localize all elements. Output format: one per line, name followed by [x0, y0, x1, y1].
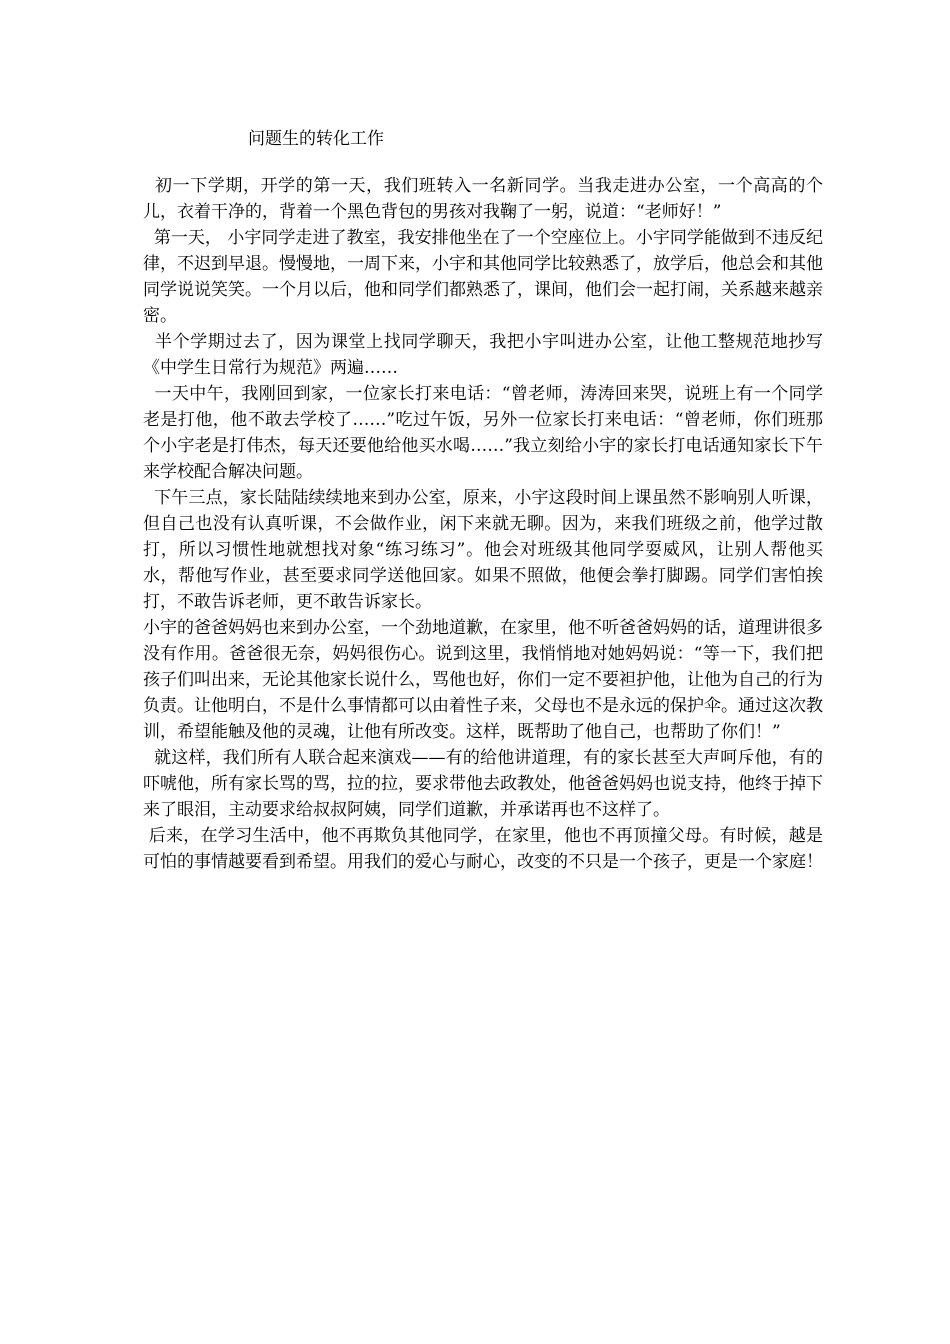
- paragraph: 初一下学期，开学的第一天，我们班转入一名新同学。当我走进办公室，一个高高的个儿，衣着干净的，背着一个黑色背包的男孩对我鞠了一躬，说道：“老师好！”: [143, 176, 823, 222]
- paragraph: 半个学期过去了，因为课堂上找同学聊天，我把小宇叫进办公室，让他工整规范地抄写《中学生日常行为规范》两遍……: [143, 332, 823, 378]
- paragraph: 就这样，我们所有人联合起来演戏——有的给他讲道理，有的家长甚至大声呵斥他，有的吓唬他，所有家长骂的骂，拉的拉，要求带他去政教处，他爸爸妈妈也说支持，他终于掉下来了眼泪，主动要求给叔叔阿姨，同学们道歉，并承诺再也不这样了。: [143, 748, 823, 820]
- paragraph: 一天中午，我刚回到家，一位家长打来电话：“曾老师，涛涛回来哭，说班上有一个同学老是打他，他不敢去学校了……”吃过午饭，另外一位家长打来电话：“曾老师，你们班那个小宇老是打伟杰，每天还要他给他买水喝……”我立刻给小宇的家长打电话通知家长下午来学校配合解决问题。: [143, 384, 823, 482]
- paragraph: 后来，在学习生活中，他不再欺负其他同学，在家里，他也不再顶撞父母。有时候，越是可怕的事情越要看到希望。用我们的爱心与耐心，改变的不只是一个孩子，更是一个家庭！: [143, 826, 823, 872]
- paragraph: 小宇的爸爸妈妈也来到办公室，一个劲地道歉，在家里，他不听爸爸妈妈的话，道理讲很多没有作用。爸爸很无奈，妈妈很伤心。说到这里，我悄悄地对她妈妈说：“等一下，我们把孩子们叫出来，无论其他家长说什么，骂他也好，你们一定不要袒护他，让他为自己的行为负责。让他明白，不是什么事情都可以由着性子来，父母也不是永远的保护伞。通过这次教训，希望能触及他的灵魂，让他有所改变。这样，既帮助了他自己，也帮助了你们！”: [143, 618, 823, 742]
- document-title: 问题生的转化工作: [248, 129, 384, 149]
- paragraph: 下午三点，家长陆陆续续地来到办公室，原来，小宇这段时间上课虽然不影响别人听课，但自己也没有认真听课，不会做作业，闲下来就无聊。因为，来我们班级之前，他学过散打，所以习惯性地就想找对象“练习练习”。他会对班级其他同学耍威风，让别人帮他买水，帮他写作业，甚至要求同学送他回家。如果不照做，他便会拳打脚踢。同学们害怕挨打，不敢告诉老师，更不敢告诉家长。: [143, 488, 824, 612]
- paragraph: 第一天， 小宇同学走进了教室，我安排他坐在了一个空座位上。小宇同学能做到不违反纪律，不迟到早退。慢慢地，一周下来，小宇和其他同学比较熟悉了，放学后，他总会和其他同学说说笑笑。一个月以后，他和同学们都熟悉了，课间，他们会一起打闹，关系越来越亲密。: [143, 228, 824, 326]
- document-body: [143, 173, 823, 875]
